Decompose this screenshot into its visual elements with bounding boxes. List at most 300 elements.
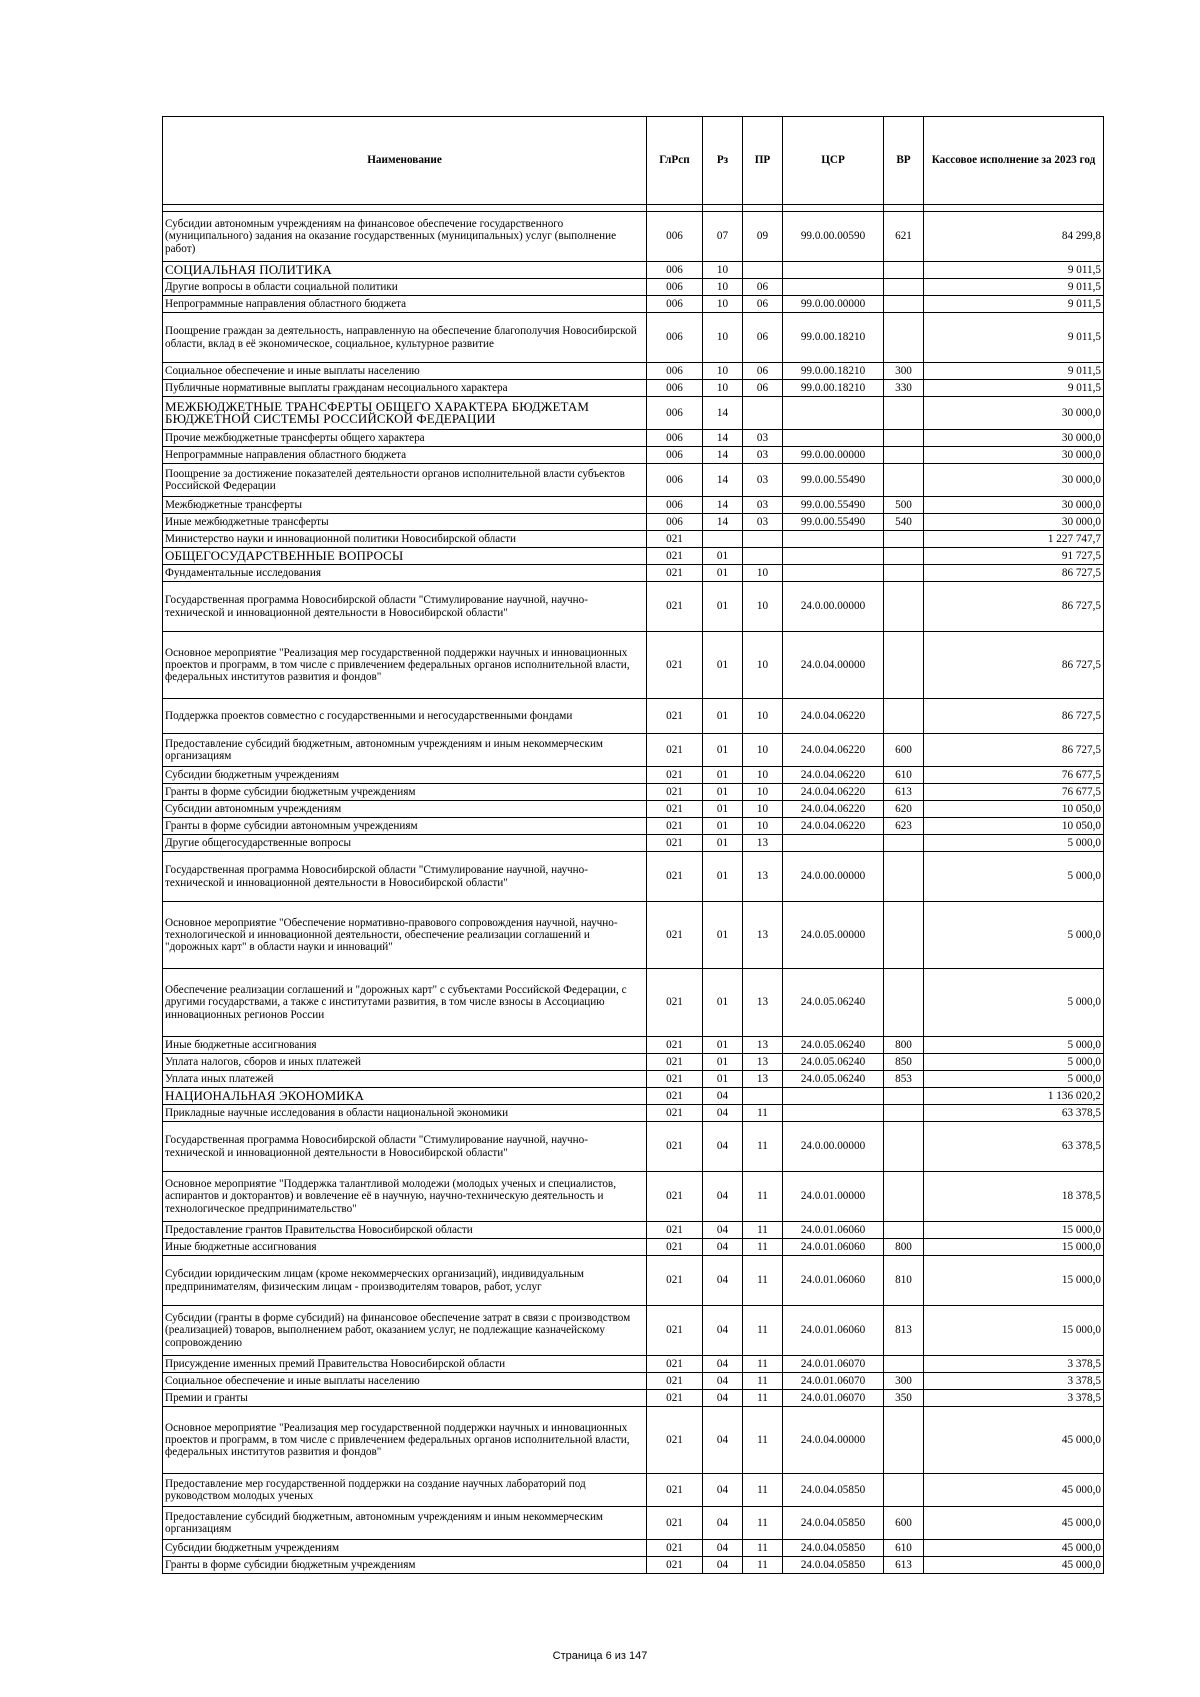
cell-amount: 30 000,0 [924,430,1104,447]
header-rz: Рз [703,117,743,205]
header-amount: Кассовое исполнение за 2023 год [924,117,1104,205]
cell-glrsp: 021 [647,632,703,699]
cell-name: Иные бюджетные ассигнования [163,1037,647,1054]
cell-csr [783,531,884,548]
cell-csr: 24.0.01.06070 [783,1356,884,1373]
cell-rz: 04 [703,1256,743,1306]
cell-amount: 86 727,5 [924,582,1104,632]
table-row [163,1088,1104,1105]
cell-pr: 13 [743,1071,783,1088]
cell-name: Основное мероприятие "Реализация мер государственной поддержки научных и инновационных проектов и программ, в том числе с привлечением федеральных органов исполнительной власти, федеральных институтов развития и фондов" [163,632,647,699]
cell-amount: 5 000,0 [924,835,1104,852]
cell-rz: 14 [703,397,743,430]
cell-amount: 30 000,0 [924,464,1104,497]
cell-pr: 03 [743,464,783,497]
cell-vr [884,582,924,632]
cell-vr: 500 [884,497,924,514]
cell-name: Гранты в форме субсидии бюджетным учреждениям [163,784,647,801]
cell-pr: 13 [743,969,783,1037]
cell-amount: 3 378,5 [924,1356,1104,1373]
cell-csr [783,262,884,279]
cell-rz: 04 [703,1407,743,1474]
cell-csr: 24.0.05.06240 [783,969,884,1037]
cell-vr [884,397,924,430]
cell-amount: 30 000,0 [924,397,1104,430]
cell-name: Уплата иных платежей [163,1071,647,1088]
cell-glrsp: 021 [647,734,703,767]
cell-csr: 24.0.04.06220 [783,699,884,734]
cell-amount: 45 000,0 [924,1540,1104,1557]
cell-glrsp: 021 [647,1373,703,1390]
cell-pr: 11 [743,1507,783,1540]
table-row [163,1407,1104,1474]
cell-name: Публичные нормативные выплаты гражданам несоциального характера [163,380,647,397]
cell-amount: 5 000,0 [924,1037,1104,1054]
cell-vr [884,1222,924,1239]
cell-amount: 1 227 747,7 [924,531,1104,548]
cell-vr [884,279,924,296]
cell-rz: 04 [703,1088,743,1105]
cell-csr: 24.0.01.00000 [783,1172,884,1222]
table-row [163,397,1104,430]
cell-name: НАЦИОНАЛЬНАЯ ЭКОНОМИКА [163,1088,647,1105]
cell-csr: 24.0.00.00000 [783,1122,884,1172]
cell-glrsp: 021 [647,969,703,1037]
table-row [163,514,1104,531]
cell-glrsp: 021 [647,1172,703,1222]
table-row [163,212,1104,262]
cell-glrsp: 021 [647,565,703,582]
cell-vr [884,464,924,497]
cell-rz: 01 [703,565,743,582]
cell-vr [884,548,924,565]
table-row [163,632,1104,699]
cell-glrsp: 021 [647,1356,703,1373]
cell-name: Государственная программа Новосибирской области "Стимулирование научной, научно-технической и инновационной деятельности в Новосибирской области" [163,582,647,632]
cell-rz: 10 [703,363,743,380]
cell-amount: 10 050,0 [924,801,1104,818]
table-header-row [163,117,1104,205]
cell-pr: 03 [743,430,783,447]
cell-amount: 18 378,5 [924,1172,1104,1222]
cell-rz: 07 [703,212,743,262]
cell-pr: 11 [743,1373,783,1390]
cell-glrsp: 021 [647,784,703,801]
cell-rz: 10 [703,296,743,313]
cell-amount: 45 000,0 [924,1507,1104,1540]
cell-amount: 30 000,0 [924,447,1104,464]
cell-vr [884,632,924,699]
cell-pr [743,262,783,279]
cell-vr: 300 [884,363,924,380]
cell-name: Иные межбюджетные трансферты [163,514,647,531]
cell-name: МЕЖБЮДЖЕТНЫЕ ТРАНСФЕРТЫ ОБЩЕГО ХАРАКТЕРА БЮДЖЕТАМ БЮДЖЕТНОЙ СИСТЕМЫ РОССИЙСКОЙ ФЕДЕРАЦИИ [163,397,647,430]
cell-glrsp: 021 [647,835,703,852]
cell-vr: 850 [884,1054,924,1071]
cell-pr: 03 [743,514,783,531]
cell-amount: 86 727,5 [924,734,1104,767]
table-row [163,1222,1104,1239]
cell-csr: 99.0.00.00000 [783,447,884,464]
cell-pr: 13 [743,1037,783,1054]
cell-amount: 9 011,5 [924,262,1104,279]
cell-pr: 06 [743,279,783,296]
cell-glrsp: 006 [647,363,703,380]
cell-glrsp: 021 [647,801,703,818]
cell-name: Субсидии бюджетным учреждениям [163,767,647,784]
cell-glrsp: 021 [647,1088,703,1105]
cell-amount: 63 378,5 [924,1122,1104,1172]
cell-glrsp: 021 [647,767,703,784]
cell-vr: 813 [884,1306,924,1356]
table-row [163,430,1104,447]
cell-csr: 99.0.00.55490 [783,514,884,531]
cell-csr: 99.0.00.18210 [783,380,884,397]
cell-glrsp: 021 [647,1540,703,1557]
cell-rz [703,531,743,548]
cell-csr: 99.0.00.00000 [783,296,884,313]
cell-name: Непрограммные направления областного бюджета [163,447,647,464]
table-row [163,363,1104,380]
cell-rz: 04 [703,1557,743,1574]
cell-rz: 04 [703,1507,743,1540]
table-row [163,279,1104,296]
cell-amount: 15 000,0 [924,1306,1104,1356]
table-row [163,1172,1104,1222]
cell-amount: 86 727,5 [924,632,1104,699]
cell-amount: 84 299,8 [924,212,1104,262]
table-row [163,699,1104,734]
cell-csr: 24.0.01.06060 [783,1239,884,1256]
cell-csr: 24.0.04.05850 [783,1507,884,1540]
table-row [163,902,1104,969]
cell-rz: 01 [703,582,743,632]
header-glrsp: ГлРсп [647,117,703,205]
table-row [163,262,1104,279]
cell-rz: 04 [703,1373,743,1390]
cell-rz: 14 [703,464,743,497]
cell-amount: 9 011,5 [924,296,1104,313]
table-row [163,497,1104,514]
cell-pr: 10 [743,582,783,632]
cell-vr [884,852,924,902]
cell-csr: 24.0.04.06220 [783,801,884,818]
table-row [163,1256,1104,1306]
cell-pr: 11 [743,1390,783,1407]
cell-amount: 5 000,0 [924,1071,1104,1088]
table-row [163,1373,1104,1390]
cell-vr: 853 [884,1071,924,1088]
cell-vr: 600 [884,734,924,767]
header-pr: ПР [743,117,783,205]
cell-pr: 13 [743,835,783,852]
cell-name: Уплата налогов, сборов и иных платежей [163,1054,647,1071]
cell-vr: 810 [884,1256,924,1306]
cell-glrsp: 006 [647,447,703,464]
cell-pr: 06 [743,296,783,313]
cell-vr: 613 [884,1557,924,1574]
cell-csr: 24.0.04.05850 [783,1474,884,1507]
cell-glrsp: 006 [647,279,703,296]
cell-pr: 11 [743,1474,783,1507]
table-row [163,1557,1104,1574]
table-row [163,531,1104,548]
cell-rz: 14 [703,447,743,464]
cell-glrsp: 021 [647,1306,703,1356]
cell-name: Поощрение граждан за деятельность, направленную на обеспечение благополучия Новосибирской области, вклад в её экономическое, социальное, культурное развитие [163,313,647,363]
cell-vr [884,447,924,464]
cell-vr: 330 [884,380,924,397]
cell-name: Премии и гранты [163,1390,647,1407]
cell-vr [884,1356,924,1373]
cell-rz: 10 [703,279,743,296]
cell-amount: 9 011,5 [924,380,1104,397]
cell-rz: 01 [703,1054,743,1071]
cell-pr: 11 [743,1105,783,1122]
cell-amount: 5 000,0 [924,969,1104,1037]
cell-rz: 04 [703,1474,743,1507]
cell-glrsp: 006 [647,212,703,262]
cell-pr: 03 [743,447,783,464]
cell-pr: 10 [743,734,783,767]
cell-rz: 01 [703,818,743,835]
cell-vr [884,1407,924,1474]
cell-rz: 01 [703,548,743,565]
cell-name: Фундаментальные исследования [163,565,647,582]
cell-pr [743,397,783,430]
cell-vr [884,262,924,279]
table-row [163,1239,1104,1256]
cell-vr [884,296,924,313]
cell-pr: 11 [743,1407,783,1474]
cell-amount: 15 000,0 [924,1222,1104,1239]
cell-glrsp: 021 [647,1222,703,1239]
table-row [163,548,1104,565]
cell-amount: 76 677,5 [924,784,1104,801]
table-row [163,801,1104,818]
cell-csr: 99.0.00.18210 [783,363,884,380]
cell-amount: 15 000,0 [924,1239,1104,1256]
cell-glrsp: 021 [647,1390,703,1407]
table-row [163,969,1104,1037]
cell-pr [743,548,783,565]
cell-name: Гранты в форме субсидии автономным учреждениям [163,818,647,835]
cell-rz: 04 [703,1540,743,1557]
table-row [163,767,1104,784]
cell-pr: 10 [743,818,783,835]
table-row [163,1356,1104,1373]
cell-pr: 10 [743,699,783,734]
cell-name: Государственная программа Новосибирской области "Стимулирование научной, научно-технической и инновационной деятельности в Новосибирской области" [163,1122,647,1172]
cell-vr: 800 [884,1037,924,1054]
cell-vr: 800 [884,1239,924,1256]
cell-rz: 04 [703,1306,743,1356]
cell-rz: 01 [703,902,743,969]
cell-name: Иные бюджетные ассигнования [163,1239,647,1256]
cell-rz: 04 [703,1105,743,1122]
cell-amount: 86 727,5 [924,565,1104,582]
cell-pr: 13 [743,902,783,969]
cell-name: Субсидии бюджетным учреждениям [163,1540,647,1557]
cell-glrsp: 006 [647,497,703,514]
cell-rz: 04 [703,1390,743,1407]
cell-vr [884,1474,924,1507]
table-row [163,1037,1104,1054]
table-row [163,380,1104,397]
cell-pr: 09 [743,212,783,262]
cell-rz: 01 [703,767,743,784]
header-spacer-row [163,205,1104,212]
cell-amount: 76 677,5 [924,767,1104,784]
cell-amount: 9 011,5 [924,313,1104,363]
cell-csr: 24.0.04.05850 [783,1540,884,1557]
cell-name: Социальное обеспечение и иные выплаты населению [163,363,647,380]
table-row [163,582,1104,632]
cell-glrsp: 006 [647,430,703,447]
cell-rz: 01 [703,632,743,699]
cell-rz: 04 [703,1122,743,1172]
cell-csr [783,397,884,430]
cell-csr: 99.0.00.55490 [783,464,884,497]
cell-vr: 621 [884,212,924,262]
cell-glrsp: 021 [647,1474,703,1507]
cell-amount: 45 000,0 [924,1407,1104,1474]
cell-pr: 10 [743,632,783,699]
cell-csr: 24.0.01.06060 [783,1222,884,1239]
cell-csr [783,1105,884,1122]
cell-name: Социальное обеспечение и иные выплаты населению [163,1373,647,1390]
cell-pr: 03 [743,497,783,514]
table-row [163,1054,1104,1071]
table-row [163,1122,1104,1172]
cell-pr: 06 [743,313,783,363]
page-number: Страница 6 из 147 [552,1650,648,1662]
cell-vr: 610 [884,767,924,784]
cell-csr: 24.0.05.06240 [783,1054,884,1071]
cell-csr: 24.0.00.00000 [783,582,884,632]
cell-rz: 01 [703,699,743,734]
cell-glrsp: 021 [647,1239,703,1256]
cell-csr: 99.0.00.55490 [783,497,884,514]
cell-pr: 11 [743,1172,783,1222]
table-row [163,1390,1104,1407]
cell-vr [884,531,924,548]
cell-amount: 5 000,0 [924,902,1104,969]
cell-glrsp: 021 [647,1054,703,1071]
cell-rz: 04 [703,1222,743,1239]
cell-amount: 1 136 020,2 [924,1088,1104,1105]
cell-pr: 11 [743,1540,783,1557]
cell-pr: 10 [743,801,783,818]
cell-amount: 5 000,0 [924,852,1104,902]
cell-rz: 14 [703,497,743,514]
cell-vr: 623 [884,818,924,835]
cell-vr [884,1122,924,1172]
cell-csr: 24.0.04.06220 [783,767,884,784]
table-row [163,818,1104,835]
cell-csr: 24.0.04.05850 [783,1557,884,1574]
header-vr: ВР [884,117,924,205]
cell-name: Основное мероприятие "Поддержка талантливой молодежи (молодых ученых и специалистов, аспирантов и докторантов) и вовлечение её в научную, научно-техническую деятельность и технологическое предпринимательство" [163,1172,647,1222]
cell-name: Непрограммные направления областного бюджета [163,296,647,313]
cell-name: Другие общегосударственные вопросы [163,835,647,852]
cell-amount: 45 000,0 [924,1474,1104,1507]
cell-vr: 600 [884,1507,924,1540]
cell-vr: 610 [884,1540,924,1557]
cell-vr: 620 [884,801,924,818]
cell-glrsp: 021 [647,531,703,548]
cell-glrsp: 021 [647,699,703,734]
cell-name: Субсидии юридическим лицам (кроме некоммерческих организаций), индивидуальным предпринимателям, физическим лицам - производителям товаров, работ, услуг [163,1256,647,1306]
cell-glrsp: 006 [647,514,703,531]
cell-name: Основное мероприятие "Реализация мер государственной поддержки научных и инновационных проектов и программ, в том числе с привлечением федеральных органов исполнительной власти, федеральных институтов развития и фондов" [163,1407,647,1474]
cell-vr: 613 [884,784,924,801]
cell-csr: 24.0.05.06240 [783,1037,884,1054]
cell-pr: 11 [743,1557,783,1574]
cell-name: Предоставление грантов Правительства Новосибирской области [163,1222,647,1239]
cell-name: Прикладные научные исследования в области национальной экономики [163,1105,647,1122]
cell-csr: 24.0.04.06220 [783,784,884,801]
cell-amount: 86 727,5 [924,699,1104,734]
header-name: Наименование [163,117,647,205]
cell-rz: 01 [703,852,743,902]
cell-name: Субсидии автономным учреждениям на финансовое обеспечение государственного (муниципального) задания на оказание государственных (муниципальных) услуг (выполнение работ) [163,212,647,262]
table-row [163,1105,1104,1122]
cell-name: Субсидии (гранты в форме субсидий) на финансовое обеспечение затрат в связи с производством (реализацией) товаров, выполнением работ, оказанием услуг, не подлежащие казначейскому сопровождению [163,1306,647,1356]
table-row [163,1474,1104,1507]
table-row [163,734,1104,767]
table-body [163,212,1104,1574]
cell-rz: 01 [703,784,743,801]
cell-glrsp: 021 [647,582,703,632]
cell-vr [884,313,924,363]
cell-name: Министерство науки и инновационной политики Новосибирской области [163,531,647,548]
cell-csr: 24.0.01.06060 [783,1256,884,1306]
cell-csr: 24.0.04.00000 [783,632,884,699]
cell-amount: 91 727,5 [924,548,1104,565]
cell-name: Прочие межбюджетные трансферты общего характера [163,430,647,447]
cell-rz: 10 [703,380,743,397]
cell-amount: 15 000,0 [924,1256,1104,1306]
cell-vr [884,835,924,852]
cell-rz: 01 [703,801,743,818]
cell-vr [884,565,924,582]
cell-pr: 11 [743,1356,783,1373]
table-row [163,852,1104,902]
cell-csr: 24.0.04.06220 [783,818,884,835]
cell-glrsp: 021 [647,1105,703,1122]
cell-amount: 9 011,5 [924,279,1104,296]
cell-glrsp: 006 [647,380,703,397]
cell-csr: 24.0.01.06060 [783,1306,884,1356]
cell-csr [783,430,884,447]
cell-rz: 01 [703,969,743,1037]
cell-name: Государственная программа Новосибирской области "Стимулирование научной, научно-технической и инновационной деятельности в Новосибирской области" [163,852,647,902]
table-row [163,464,1104,497]
cell-name: Предоставление мер государственной поддержки на создание научных лабораторий под руководством молодых ученых [163,1474,647,1507]
cell-glrsp: 021 [647,1507,703,1540]
cell-amount: 30 000,0 [924,497,1104,514]
cell-rz: 01 [703,734,743,767]
header-csr: ЦСР [783,117,884,205]
cell-csr: 24.0.04.06220 [783,734,884,767]
cell-pr: 13 [743,1054,783,1071]
cell-name: ОБЩЕГОСУДАРСТВЕННЫЕ ВОПРОСЫ [163,548,647,565]
table-row [163,1306,1104,1356]
cell-name: Предоставление субсидий бюджетным, автономным учреждениям и иным некоммерческим организациям [163,734,647,767]
budget-table [162,116,1104,1574]
cell-name: СОЦИАЛЬНАЯ ПОЛИТИКА [163,262,647,279]
